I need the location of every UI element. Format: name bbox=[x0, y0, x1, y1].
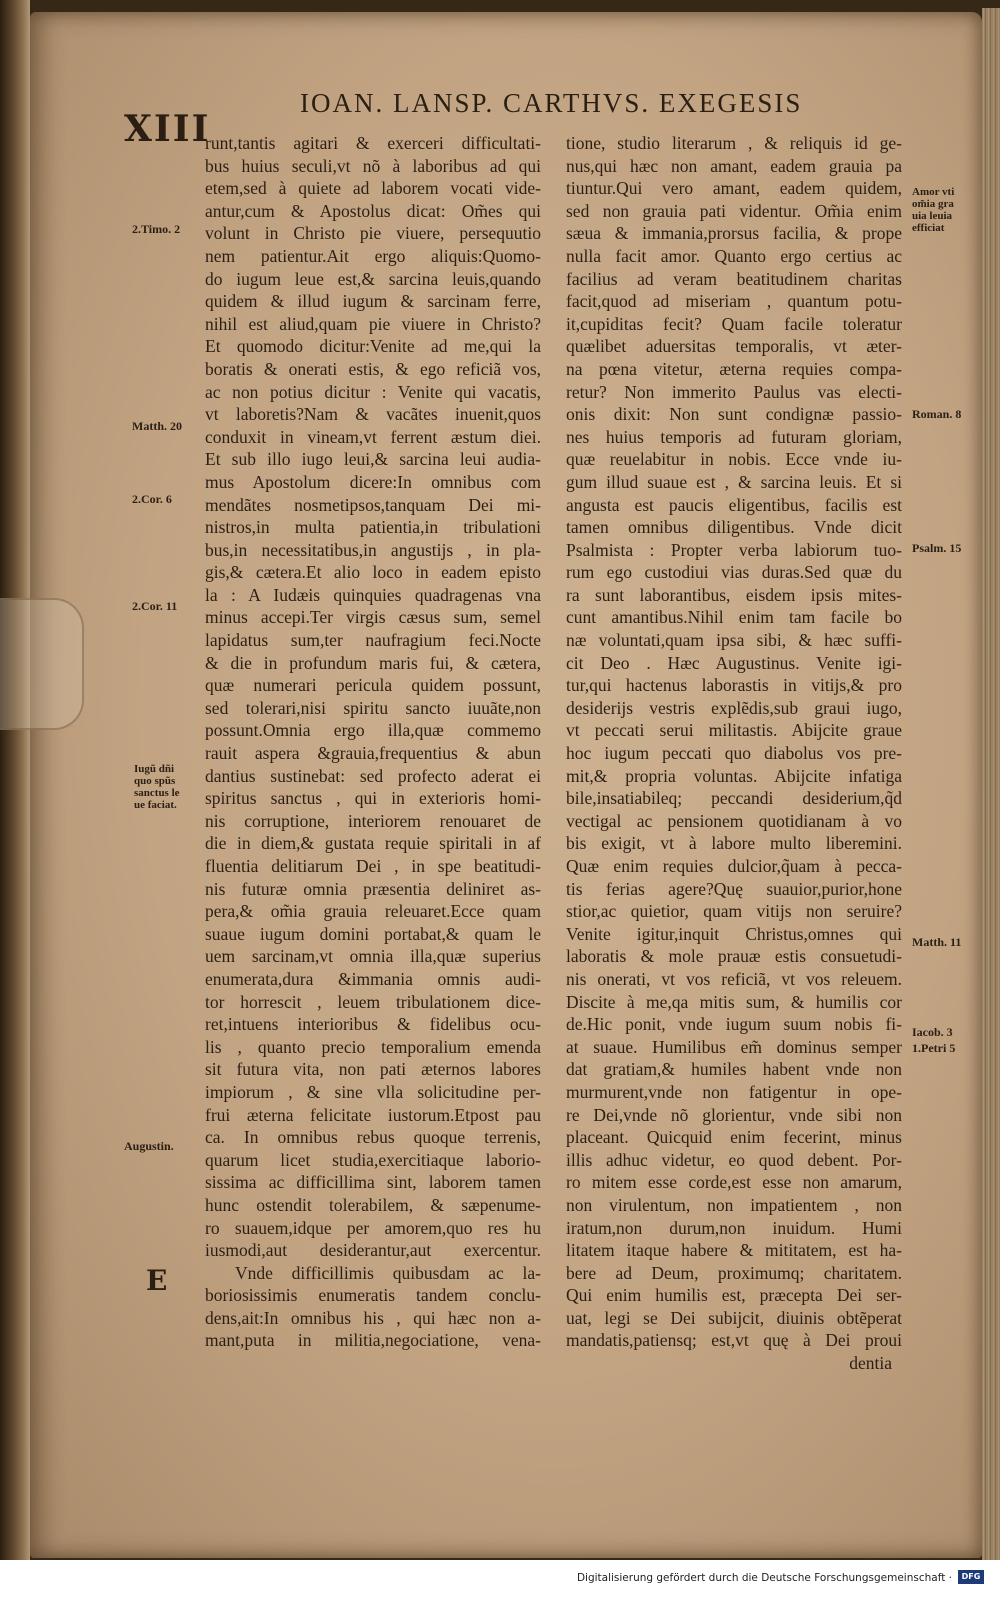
text-line: pera,& om̃ia grauia releuaret.Ecce quam bbox=[205, 901, 541, 922]
text-line: spiritus sanctus , qui in exterioris homi- bbox=[205, 788, 541, 809]
text-line: Discite à me,qa mitis sum, & humilis cor bbox=[566, 991, 902, 1012]
text-line: nem patientur.Ait ergo aliquis:Quomo- bbox=[205, 245, 541, 266]
paper-clasp bbox=[0, 598, 84, 730]
catchword: dentia bbox=[849, 1353, 892, 1374]
text-line: facit,quod ad miseriam , quantum potu- bbox=[566, 291, 902, 312]
text-line: tione, studio literarum , & reliquis id ge- bbox=[566, 133, 902, 153]
margin-note-line: Iugũ dñi bbox=[134, 763, 175, 775]
text-line: gis,& cætera.Et alio loco in eadem episto bbox=[205, 562, 541, 583]
text-line: tor horrescit , leuem tribulationem dice- bbox=[205, 991, 541, 1012]
text-line: impiorum , & sine vlla solicitudine per- bbox=[205, 1081, 541, 1102]
text-line: bus,in necessitatibus,in angustijs , in pla- bbox=[205, 539, 541, 560]
text-line: de.Hic ponit, vnde iugum suum nobis fi- bbox=[566, 1014, 902, 1035]
footer-bar bbox=[0, 1560, 1000, 1598]
margin-note-psalm: Psalm. 15 bbox=[912, 541, 962, 555]
margin-note-romans: Roman. 8 bbox=[912, 407, 962, 421]
text-line: ra sunt laborantibus, eisdem ipsis mites- bbox=[566, 584, 902, 605]
text-line: stior,ac quietior, quam vitijs non seruire? bbox=[566, 901, 902, 922]
margin-note-line: om̃ia gra bbox=[912, 198, 954, 210]
text-line: placeant. Quicquid enim fecerint, minus bbox=[566, 1127, 902, 1148]
margin-note-amor bbox=[912, 186, 954, 234]
text-line: nus,qui hæc non amant, eadem grauia pa bbox=[566, 155, 902, 176]
text-line: Qui enim humilis est, præcepta Dei ser- bbox=[566, 1285, 902, 1306]
text-line: ro mitem esse corde,est esse non amarum, bbox=[566, 1172, 902, 1193]
text-line: ret,intuens interioribus & fidelibus ocu- bbox=[205, 1014, 541, 1035]
text-line: hunc ostendit tolerabilem, & sæpenume- bbox=[205, 1194, 541, 1215]
text-line: facilius ad veram beatitudinem charitas bbox=[566, 268, 902, 289]
text-line: iratum,non durum,non inuidum. Humi bbox=[566, 1217, 902, 1238]
text-line: na pœna vitetur, æterna requies compa- bbox=[566, 358, 902, 379]
text-line: bere ad Deum, proximumq; charitatem. bbox=[566, 1262, 902, 1283]
text-line: dens,ait:In omnibus his , qui hæc non a- bbox=[205, 1307, 541, 1328]
text-line: quæ reuelabitur in nobis. Ecce vnde iu- bbox=[566, 449, 902, 470]
margin-note-iugum bbox=[134, 763, 180, 811]
text-line: non virulentum, non impatientem , non bbox=[566, 1194, 902, 1215]
text-line: ac non potius dicitur : Venite qui vacatis, bbox=[205, 381, 541, 402]
text-line: Vnde difficillimis quibusdam ac la- bbox=[235, 1262, 541, 1283]
margin-note-line: ue faciat. bbox=[134, 799, 177, 811]
section-initial: E bbox=[146, 1264, 168, 1297]
text-line: mandatis,patiensq; est,vt quę à Dei proui bbox=[566, 1330, 902, 1351]
margin-note-peter: 1.Petri 5 bbox=[912, 1041, 956, 1055]
text-line: frui æterna felicitate iustorum.Etpost pau bbox=[205, 1104, 541, 1125]
running-head: IOAN. LANSP. CARTHVS. EXEGESIS bbox=[300, 88, 803, 118]
text-line: at suaue. Humilibus em̃ dominus semper bbox=[566, 1036, 902, 1057]
text-line: sit futura vita, non pati æternos labores bbox=[205, 1059, 541, 1080]
text-line: lis , quanto precio temporalium emenda bbox=[205, 1036, 541, 1057]
text-line: cunt amantibus.Nihil enim tam facile bo bbox=[566, 607, 902, 628]
text-line: antur,cum & Apostolus dicat: Om̃es qui bbox=[205, 200, 541, 221]
text-line: uem sarcinam,vt omnia illa,quæ superius bbox=[205, 946, 541, 967]
text-line: onis dixit: Non sunt condignæ passio- bbox=[566, 404, 902, 425]
text-line: mit,& propria voluntas. Abijcite infatiga bbox=[566, 765, 902, 786]
margin-note-timothy: 2.Timo. 2 bbox=[132, 222, 181, 236]
margin-note-matthew-20: Matth. 20 bbox=[132, 419, 182, 433]
text-line: bus huius seculi,vt nõ à laboribus ad qui bbox=[205, 155, 541, 176]
text-line: bile,insatiabileq; peccandi desiderium,q̃d bbox=[566, 788, 902, 809]
text-line: & die in profundum maris fui, & cætera, bbox=[205, 652, 541, 673]
text-line: vectigal ac pensionem quotidianam à vo bbox=[566, 810, 902, 831]
text-line: Et sub illo iugo leui,& sarcina leui audia- bbox=[205, 449, 541, 470]
text-line: quidem & illud iugum & sarcinam ferre, bbox=[205, 291, 541, 312]
margin-note-line: Amor vti bbox=[912, 186, 955, 198]
margin-note-augustin: Augustin. bbox=[124, 1139, 174, 1153]
text-line: suaue iugum domini portabat,& quam le bbox=[205, 923, 541, 944]
text-line: laboratis & mole prauæ estis consuetudi- bbox=[566, 946, 902, 967]
left-text-column bbox=[205, 132, 541, 1352]
text-line: uat, legi se Dei subijcit, diuinis obtẽperat bbox=[566, 1307, 902, 1328]
text-line: nulla facit amor. Quanto ergo certius ac bbox=[566, 245, 902, 266]
text-line: angusta est paucis eligentibus, facilis est bbox=[566, 494, 902, 515]
text-line: nis corruptione, interiorem renouaret de bbox=[205, 810, 541, 831]
text-line: boratis & onerati estis, & ego reficiã vos, bbox=[205, 358, 541, 379]
text-line: Quæ enim requies dulcior,q̃uam à pecca- bbox=[566, 856, 902, 876]
text-line: conduxit in vineam,vt ferrent æstum diei. bbox=[205, 426, 541, 447]
text-line: fluentia delitiarum Dei , in spe beatitudi- bbox=[205, 856, 541, 876]
text-line: hoc iugum peccati quo diabolus vos pre- bbox=[566, 743, 902, 764]
text-line: rauit aspera &grauia,frequentius & abun bbox=[205, 743, 541, 764]
text-line: dat gratiam,& humiles habent vnde non bbox=[566, 1059, 902, 1080]
text-line: sed non grauia pati videntur. Om̃ia enim bbox=[566, 200, 902, 221]
text-line: sed tolerari,nisi spiritu sancto iuuãte,non bbox=[205, 697, 541, 718]
text-line: possunt.Omnia ergo illa,quæ commemo bbox=[205, 720, 541, 741]
text-line: Et quomodo dicitur:Venite ad me,qui la bbox=[205, 336, 541, 357]
text-line: næ voluntati,quam ipsa sibi, & hæc suffi- bbox=[566, 630, 902, 651]
text-line: Venite igitur,inquit Christus,omnes qui bbox=[566, 923, 902, 944]
text-line: nihil est aliud,quam pie viuere in Christo? bbox=[205, 313, 541, 334]
margin-note-corinthians-6: 2.Cor. 6 bbox=[132, 492, 172, 506]
text-line: tamen omnibus diligentibus. Vnde dicit bbox=[566, 517, 902, 538]
text-line: sissima ac difficillima sint, laborem tamen bbox=[205, 1172, 541, 1193]
text-line: sæua & immania,prorsus facilia, & prope bbox=[566, 223, 902, 244]
text-line: tiuntur.Qui vero amant, eadem quidem, bbox=[566, 178, 902, 199]
text-line: tur,qui hactenus laborastis in vitijs,& pro bbox=[566, 675, 902, 696]
funding-credit: Digitalisierung gefördert durch die Deutsche Forschungsgemeinschaft · bbox=[576, 1572, 952, 1584]
page-edges bbox=[982, 8, 1000, 1560]
page-number: XIII bbox=[124, 108, 211, 150]
text-line: mant,puta in militia,negociatione, vena- bbox=[205, 1330, 541, 1351]
text-line: vt peccati serui militastis. Abijcite graue bbox=[566, 720, 902, 741]
text-line: rum ego custodiui vias duras.Sed quæ du bbox=[566, 562, 902, 583]
text-line: nis futuræ omnia præsentia deliniret as- bbox=[205, 878, 541, 899]
text-line: minus accepi.Ter virgis cæsus sum, semel bbox=[205, 607, 541, 628]
margin-note-line: uia leuia bbox=[912, 210, 953, 222]
text-line: cit Deo . Hæc Augustinus. Venite igi- bbox=[566, 652, 902, 673]
text-line: bis exigit, vt à labore multo liberemini. bbox=[566, 833, 902, 854]
margin-note-matthew-11: Matth. 11 bbox=[912, 935, 962, 949]
text-line: dantius sustinebat: sed profecto aderat ei bbox=[205, 765, 541, 786]
text-line: mus Apostolum dicere:In omnibus com bbox=[205, 471, 541, 492]
text-line: quæ numerari pericula quidem possunt, bbox=[205, 675, 541, 696]
text-line: nes huius temporis ad futuram gloriam, bbox=[566, 426, 902, 447]
text-line: la : A Iudæis quinquies quadragenas vna bbox=[205, 584, 541, 605]
text-line: lapidatus sum,ter naufragium feci.Nocte bbox=[205, 630, 541, 651]
text-line: enumerata,dura &immania omnis audi- bbox=[205, 968, 541, 989]
margin-note-corinthians-11: 2.Cor. 11 bbox=[132, 599, 178, 613]
text-line: iusmodi,aut desiderantur,aut exercentur. bbox=[205, 1240, 541, 1261]
text-line: runt,tantis agitari & exerceri difficultati- bbox=[205, 133, 541, 153]
margin-note-line: sanctus le bbox=[134, 787, 180, 799]
margin-note-line: quo spũs bbox=[134, 775, 176, 787]
margin-note-jacobus: Iacob. 3 bbox=[912, 1025, 953, 1039]
text-line: quarum licet studia,exercitiaque laborio- bbox=[205, 1149, 541, 1170]
book-spine bbox=[0, 0, 30, 1560]
text-line: ro suauem,idque per amorem,quo res hu bbox=[205, 1217, 541, 1238]
text-line: it,cupiditas fecit? Quam facile toleratur bbox=[566, 313, 902, 334]
text-line: tis ferias agere?Quę suauior,purior,hone bbox=[566, 878, 902, 899]
text-line: nistros,in multa patientia,in tribulationi bbox=[205, 517, 541, 538]
text-line: vt laboretis?Nam & vacãtes inuenit,quos bbox=[205, 404, 541, 425]
text-line: do iugum leue est,& sarcina leuis,quando bbox=[205, 268, 541, 289]
text-line: nis onerati, vt vos reficiã, vt vos releuem. bbox=[566, 968, 902, 989]
text-line: volunt in Christo pie viuere, persequutio bbox=[205, 223, 541, 244]
text-line: quælibet aduersitas temporalis, vt æter- bbox=[566, 336, 902, 357]
text-line: litatem itaque habere & mititatem, est ha- bbox=[566, 1240, 902, 1261]
text-line: Psalmista : Propter verba labiorum tuo- bbox=[566, 539, 902, 560]
text-line: illis adhuc videtur, eo quod debent. Por- bbox=[566, 1149, 902, 1170]
text-line: retur? Non immerito Paulus vas electi- bbox=[566, 381, 902, 402]
margin-note-line: efficiat bbox=[912, 222, 945, 234]
text-line: murmurent,vnde non fatigentur in ope- bbox=[566, 1081, 902, 1102]
text-line: die in diem,& gustata requie spiritali in af bbox=[205, 833, 541, 854]
text-line: boriosissimis enumeratis tandem conclu- bbox=[205, 1285, 541, 1306]
text-line: ca. In omnibus rebus quoque terrenis, bbox=[205, 1127, 541, 1148]
text-line: mendãtes nosmetipsos,tanquam Dei mi- bbox=[205, 494, 541, 515]
text-line: etem,sed à quiete ad laborem vocati vide- bbox=[205, 178, 541, 199]
text-line: re Dei,vnde nõ glorientur, vnde sibi non bbox=[566, 1104, 902, 1125]
text-line: desiderijs vestris explẽdis,sub graui iugo, bbox=[566, 697, 902, 718]
text-line: gum illud suaue est , & sarcina leuis. Et si bbox=[566, 471, 902, 492]
dfg-logo: DFG bbox=[958, 1570, 984, 1584]
right-text-column bbox=[566, 132, 902, 1375]
